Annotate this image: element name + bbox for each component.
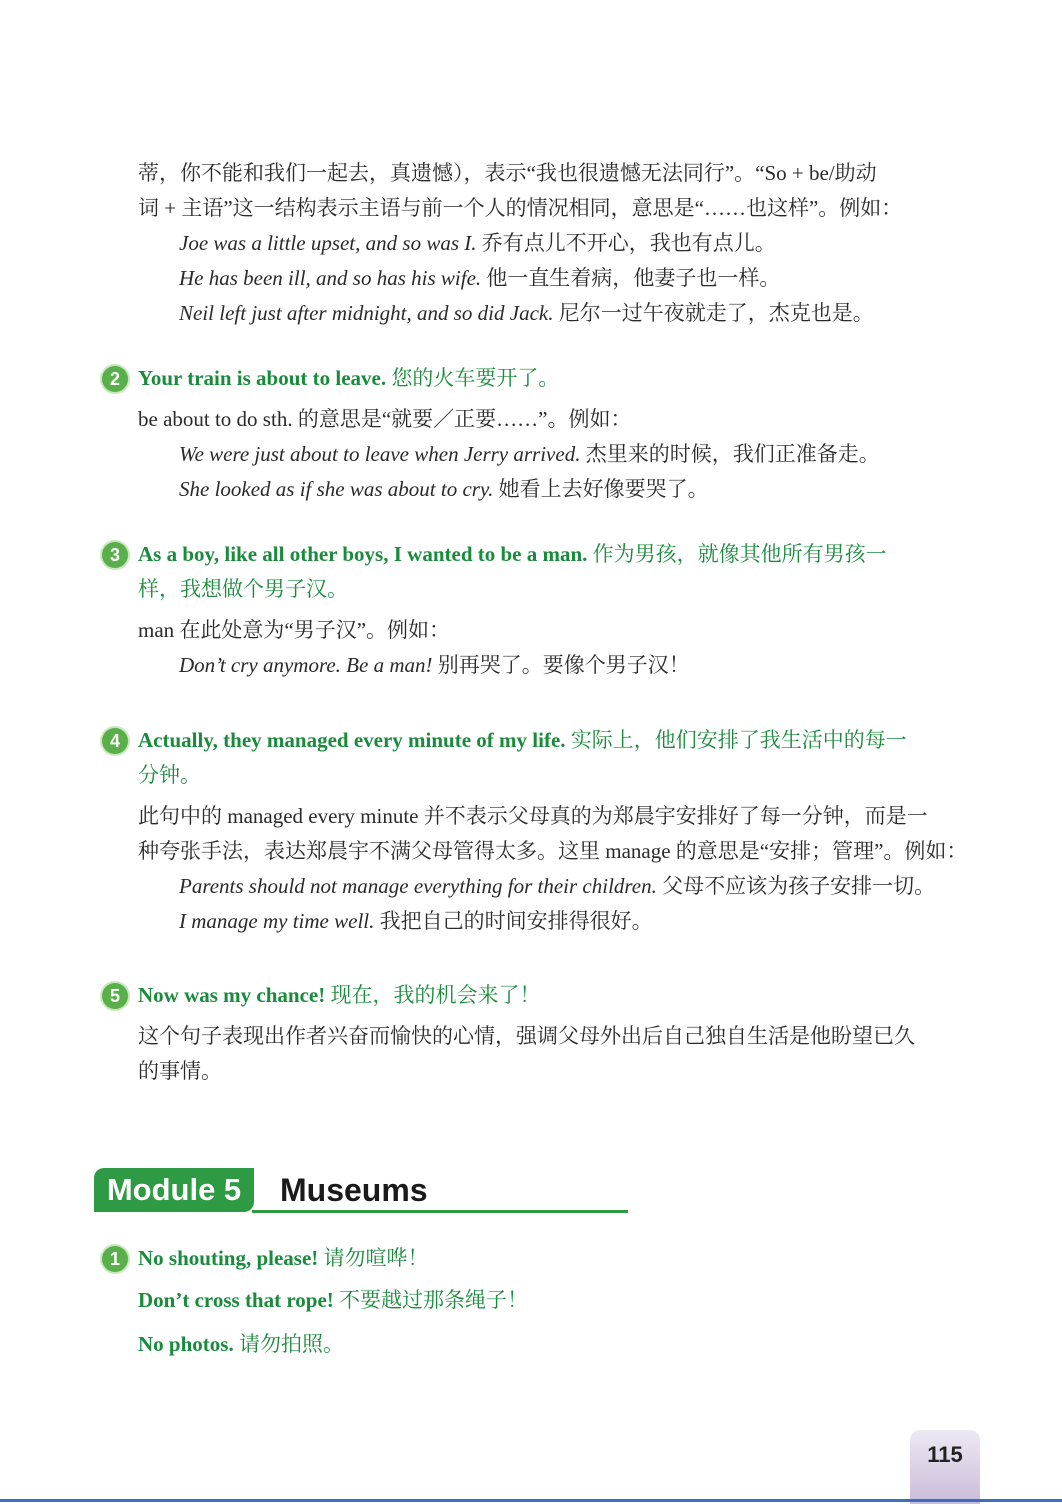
example-zh: 尼尔一过午夜就走了，杰克也是。 — [553, 301, 874, 325]
heading-zh: 现在，我的机会来了！ — [325, 983, 541, 1007]
example-sentence — [179, 904, 976, 939]
note-body: 这个句子表现出作者兴奋而愉快的心情，强调父母外出后自己独自生活是他盼望已久 — [138, 1024, 915, 1048]
example-en: Neil left just after midnight, and so did Jack. — [179, 301, 554, 325]
page-number: 115 — [927, 1442, 963, 1467]
heading-zh: 分钟。 — [138, 763, 201, 787]
phrase-zh: 请勿拍照。 — [233, 1332, 344, 1356]
example-sentence — [179, 648, 976, 683]
module-badge: Module 5 — [94, 1168, 254, 1212]
note-number-badge: 3 — [102, 542, 128, 568]
note-heading — [138, 723, 976, 758]
phrase-en: No photos. — [138, 1332, 234, 1356]
note-heading — [138, 361, 976, 396]
example-en: Joe was a little upset, and so was I. — [179, 231, 477, 255]
example-en: He has been ill, and so has his wife. — [179, 266, 482, 290]
heading-en: Your train is about to leave. — [138, 366, 387, 390]
example-en: Parents should not manage everything for their children. — [179, 874, 657, 898]
example-en: I manage my time well. — [179, 909, 375, 933]
note-5 — [138, 978, 976, 1089]
phrase-en: Don’t cross that rope! — [138, 1288, 334, 1312]
heading-zh: 实际上，他们安排了我生活中的每一 — [565, 728, 907, 752]
example-zh: 我把自己的时间安排得很好。 — [374, 909, 653, 933]
example-zh: 父母不应该为孩子安排一切。 — [656, 874, 936, 898]
example-en: We were just about to leave when Jerry arrived. — [179, 442, 581, 466]
example-zh: 杰里来的时候，我们正准备走。 — [580, 442, 880, 466]
intro-line: 蒂，你不能和我们一起去，真遗憾），表示“我也很遗憾无法同行”。“So + be/助动 — [138, 161, 877, 185]
note-number-badge: 1 — [102, 1246, 128, 1272]
sign-phrase — [138, 1241, 976, 1276]
example-sentence — [179, 296, 976, 331]
note-heading-continued — [138, 758, 976, 793]
example-sentence — [179, 437, 976, 472]
intro-paragraph — [138, 156, 976, 331]
heading-zh: 样，我想做个男子汉。 — [138, 577, 348, 601]
example-en: Don’t cry anymore. Be a man! — [179, 653, 433, 677]
example-sentence — [179, 226, 976, 261]
example-sentence — [179, 869, 976, 904]
note-3 — [138, 537, 976, 683]
note-number-badge: 4 — [102, 728, 128, 754]
example-sentence — [179, 261, 976, 296]
example-en: She looked as if she was about to cry. — [179, 477, 494, 501]
note-body: 种夸张手法，表达郑晨宇不满父母管得太多。这里 manage 的意思是“安排；管理”。例如： — [138, 839, 968, 863]
note-number-badge: 5 — [102, 983, 128, 1009]
phrase-zh: 请勿喧哗！ — [318, 1246, 429, 1270]
note-heading — [138, 537, 976, 572]
note-body: man 在此处意为“男子汉”。例如： — [138, 618, 451, 642]
note-body: 此句中的 managed every minute 并不表示父母真的为郑晨宇安排好了每一分钟，而是一 — [138, 804, 928, 828]
note-heading-continued — [138, 572, 976, 607]
page-number-tab — [910, 1430, 980, 1504]
heading-zh: 您的火车要开了。 — [386, 366, 560, 390]
heading-en: Actually, they managed every minute of my life. — [138, 728, 566, 752]
example-zh: 他一直生着病，他妻子也一样。 — [481, 266, 781, 290]
phrase-zh: 不要越过那条绳子！ — [333, 1288, 529, 1312]
sign-phrase — [138, 1327, 976, 1362]
sign-phrase — [138, 1283, 976, 1318]
note-body: 的事情。 — [138, 1059, 222, 1083]
note-heading — [138, 978, 976, 1013]
intro-line: 词 + 主语”这一结构表示主语与前一个人的情况相同，意思是“……也这样”。例如： — [138, 196, 903, 220]
heading-en: Now was my chance! — [138, 983, 326, 1007]
note-body: be about to do sth. 的意思是“就要／正要……”。例如： — [138, 407, 632, 431]
phrase-en: No shouting, please! — [138, 1246, 319, 1270]
bottom-rule — [0, 1499, 1062, 1502]
example-sentence — [179, 472, 976, 507]
example-zh: 她看上去好像要哭了。 — [493, 477, 709, 501]
example-zh: 乔有点儿不开心，我也有点儿。 — [476, 231, 776, 255]
note-4 — [138, 723, 976, 939]
note-2 — [138, 361, 976, 507]
heading-en: As a boy, like all other boys, I wanted to be a man. — [138, 542, 588, 566]
module-note-1 — [138, 1241, 976, 1362]
heading-zh: 作为男孩，就像其他所有男孩一 — [587, 542, 887, 566]
module-title: Museums — [280, 1172, 428, 1208]
note-number-badge: 2 — [102, 366, 128, 392]
example-zh: 别再哭了。要像个男子汉！ — [432, 653, 690, 677]
module-header — [94, 1168, 628, 1214]
